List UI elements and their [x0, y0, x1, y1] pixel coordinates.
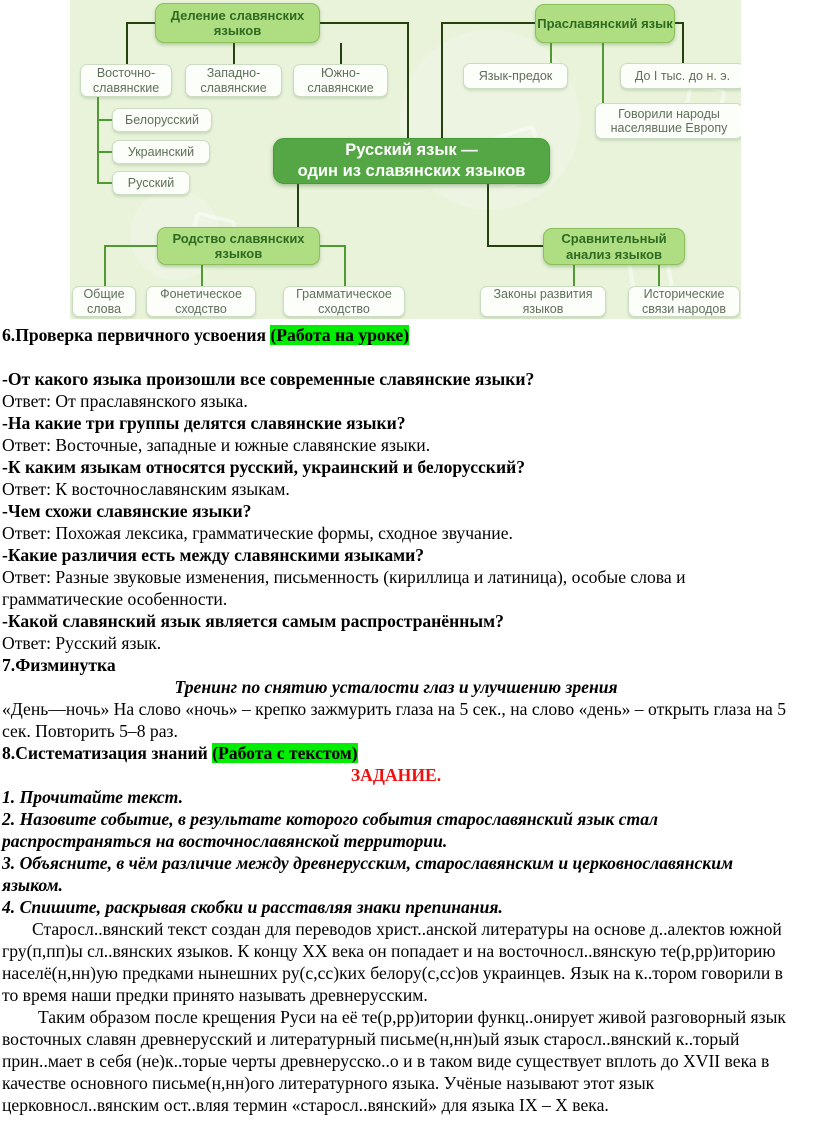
- connector-line: [126, 22, 156, 24]
- connector-line: [97, 182, 112, 184]
- blank-line: [2, 346, 790, 368]
- question-line: -От какого языка произошли все современные славянские языки?: [2, 369, 535, 389]
- diagram-node-east-slavic: Восточно-славянские: [80, 64, 172, 97]
- task-item-2: 2. Назовите событие, в результате которого события старославянский язык стал распространяться на восточнославянской территории.: [2, 809, 659, 851]
- connector-line: [407, 22, 409, 138]
- qa-item: [2, 412, 790, 456]
- diagram-node-laws-of-development: Законы развития языков: [480, 286, 606, 317]
- connector-line: [487, 245, 543, 247]
- diagram-node-common-words: Общие слова: [72, 286, 136, 317]
- section8-heading: [2, 742, 790, 764]
- connector-line: [104, 245, 106, 286]
- diagram-node-spoken-by-peoples: Говорили народы населявшие Европу: [595, 103, 741, 139]
- connector-line: [658, 265, 660, 286]
- connector-line: [97, 119, 112, 121]
- connector-line: [573, 265, 575, 286]
- connector-line: [320, 22, 407, 24]
- question-line: -Какой славянский язык является самым распространённым?: [2, 611, 504, 631]
- section7-heading: 7.Физминутка: [2, 655, 116, 675]
- diagram-node-south-slavic: Южно-славянские: [293, 64, 388, 97]
- connector-line: [550, 43, 552, 63]
- qa-item: [2, 368, 790, 412]
- section6-highlight: (Работа на уроке): [270, 325, 410, 345]
- qa-item: [2, 610, 790, 654]
- answer-line: Ответ: Похожая лексика, грамматические формы, сходное звучание.: [2, 523, 513, 543]
- eye-training-text: «День—ночь» На слово «ночь» – крепко зажмурить глаза на 5 сек., на слово «день» – открыть глаза на 5 сек. Повторить 5–8 раз.: [2, 699, 787, 741]
- diagram-node-central-russian-language: [273, 138, 550, 184]
- question-line: -К каким языкам относятся русский, украинский и белорусский?: [2, 457, 526, 477]
- section8-highlight: (Работа с текстом): [212, 743, 358, 763]
- section6-heading-text: 6.Проверка первичного усвоения: [2, 325, 267, 345]
- language-mindmap-diagram: [70, 0, 741, 319]
- diagram-node-russian: Русский: [112, 171, 190, 195]
- qa-item: [2, 544, 790, 610]
- diagram-node-comparative-analysis: Сравнительный анализ языков: [543, 228, 685, 265]
- diagram-node-division: Деление славянских языков: [155, 3, 320, 43]
- question-line: -Какие различия есть между славянскими языками?: [2, 545, 425, 565]
- exercise-paragraph-1: Старосл..вянский текст создан для переводов христ..анской литературы на основе д..алектов южной гру(п,пп)ы сл..вянских языков. К концу XX века он попадает и на восточносл..вянскую те(р,рр)иторию населё(н,нн)ую предками нынешних ру(с,сс)ких белору(с,сс)ов украинцев. Язык на к..тором говорили в то время наши предки принято называть древнерусским.: [2, 919, 783, 1005]
- diagram-node-kinship: Родство славянских языков: [157, 227, 320, 265]
- connector-line: [297, 184, 299, 227]
- task-title: ЗАДАНИЕ.: [350, 765, 442, 785]
- task-item-4: 4. Спишите, раскрывая скобки и расставляя знаки препинания.: [2, 897, 503, 917]
- connector-line: [97, 151, 112, 153]
- eye-training-subtitle: Тренинг по снятию усталости глаз и улучшению зрения: [174, 677, 618, 697]
- section8-heading-text: 8.Систематизация знаний: [2, 743, 208, 763]
- diagram-node-grammatical-similarity: Грамматическое сходство: [283, 286, 405, 317]
- answer-line: Ответ: От праславянского языка.: [2, 391, 248, 411]
- diagram-node-ancestor-language: Язык-предок: [463, 63, 568, 89]
- connector-line: [104, 245, 157, 247]
- connector-line: [441, 22, 535, 24]
- connector-line: [201, 265, 203, 286]
- question-line: -На какие три группы делятся славянские языки?: [2, 413, 406, 433]
- qa-item: [2, 456, 790, 500]
- connector-line: [320, 245, 344, 247]
- qa-item: [2, 500, 790, 544]
- connector-line: [682, 22, 684, 63]
- answer-line: Ответ: Русский язык.: [2, 633, 162, 653]
- diagram-node-phonetic-similarity: Фонетическое сходство: [146, 286, 256, 317]
- diagram-node-belarusian: Белорусский: [112, 108, 212, 132]
- connector-line: [487, 184, 489, 247]
- diagram-node-historical-ties: Исторические связи народов: [628, 286, 740, 317]
- task-item-3: 3. Объясните, в чём различие между древнерусским, старославянским и церковнославянским языком.: [2, 853, 734, 895]
- section6-heading: [2, 324, 790, 346]
- diagram-node-millennium: До I тыс. до н. э.: [620, 63, 741, 89]
- connector-line: [602, 43, 604, 103]
- connector-line: [233, 43, 235, 64]
- answer-line: Ответ: Восточные, западные и южные славянские языки.: [2, 435, 431, 455]
- question-line: -Чем схожи славянские языки?: [2, 501, 252, 521]
- answer-line: Ответ: Разные звуковые изменения, письменность (кириллица и латиница), особые слова и грамматические особенности.: [2, 567, 686, 609]
- connector-line: [441, 22, 443, 138]
- connector-line: [340, 43, 342, 64]
- task-item-1: 1. Прочитайте текст.: [2, 787, 183, 807]
- connector-line: [97, 97, 99, 184]
- connector-line: [344, 245, 346, 286]
- answer-line: Ответ: К восточнославянским языкам.: [2, 479, 290, 499]
- central-title-line2: один из славянских языков: [297, 162, 526, 180]
- diagram-node-west-slavic: Западно-славянские: [185, 64, 282, 97]
- diagram-node-ukrainian: Украинский: [112, 140, 210, 164]
- exercise-paragraph-2: Таким образом после крещения Руси на её те(р,рр)итории функц..онирует живой разговорный язык восточных славян древнерусский и литературный письме(н,нн)ый язык старосл..вянский к..торый прин..мает в себя (не)к..торые черты древнерусско..о и в таком виде существует вплоть до XVII века в качестве основного письме(н,нн)ого литературного языка. Учёные называют этот язык церковносл..вянским ост..вляя термин «старосл..вянский» для языка IX – X века.: [2, 1007, 786, 1115]
- connector-line: [126, 22, 128, 64]
- diagram-node-proto-slavic: Праславянский язык: [535, 4, 675, 43]
- central-title-line1: Русский язык —: [345, 140, 478, 159]
- lesson-plan-text: [2, 324, 790, 1116]
